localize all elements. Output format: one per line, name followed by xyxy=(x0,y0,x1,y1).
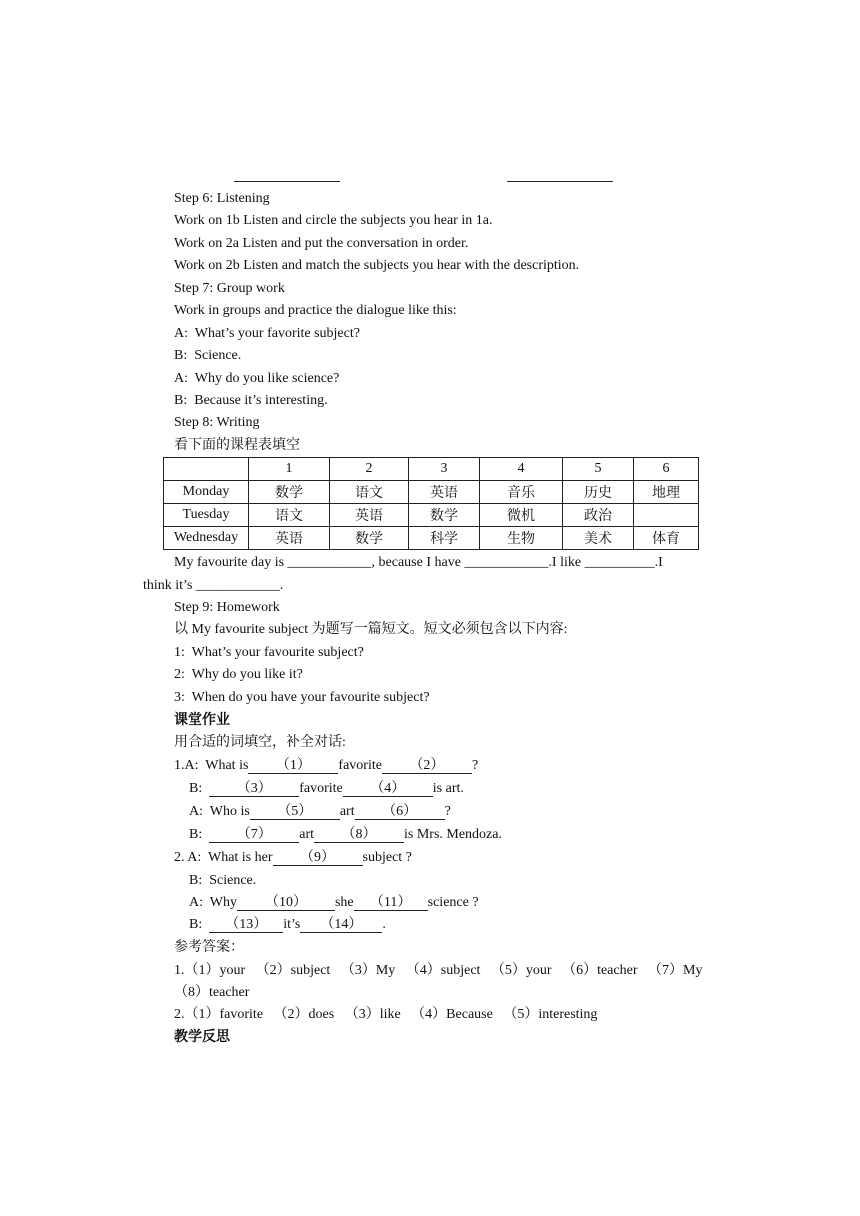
dialogue-line: B: Because it’s interesting. xyxy=(174,393,328,408)
table-header-cell: 2 xyxy=(330,458,409,481)
blank-9: （9） xyxy=(273,850,363,866)
exercise-text: 2. A: What is her xyxy=(174,850,273,865)
step6-title: Step 6: Listening xyxy=(174,191,270,206)
fill-sentence-line: My favourite day is ____________, because I have ____________.I like __________.I xyxy=(174,555,663,570)
exercise-text: A: Who is xyxy=(189,804,250,819)
answers-title: 参考答案： xyxy=(174,940,244,955)
answer-blank-line xyxy=(234,181,340,182)
table-cell: 历史 xyxy=(563,481,634,504)
exercise-text: B: xyxy=(189,917,210,932)
table-cell: 语文 xyxy=(330,481,409,504)
step9-question: 1: What’s your favourite subject? xyxy=(174,645,364,660)
table-cell: 科学 xyxy=(409,527,480,550)
blank-3: （3） xyxy=(209,781,299,797)
table-header-cell: 5 xyxy=(563,458,634,481)
table-header-row xyxy=(164,458,699,481)
table-header-cell: 4 xyxy=(480,458,563,481)
reflection-title: 教学反思 xyxy=(174,1029,230,1045)
exercise-text: ? xyxy=(444,804,451,819)
day-cell: Tuesday xyxy=(164,504,249,527)
exercise-text: B: xyxy=(189,827,210,842)
table-cell: 政治 xyxy=(563,504,634,527)
schedule-table xyxy=(163,457,699,550)
table-cell: 微机 xyxy=(480,504,563,527)
table-header-cell xyxy=(164,458,249,481)
table-row xyxy=(164,527,699,550)
table-cell: 地理 xyxy=(634,481,699,504)
exercise-text: favorite xyxy=(338,758,382,773)
blank-4: （4） xyxy=(343,781,433,797)
exercise-text: B: xyxy=(189,781,210,796)
classwork-instruction: 用合适的词填空，补全对话: xyxy=(174,735,346,750)
step7-intro: Work in groups and practice the dialogue like this: xyxy=(174,303,457,318)
table-cell: 数学 xyxy=(330,527,409,550)
blank-7: （7） xyxy=(209,827,299,843)
exercise-text: . xyxy=(382,917,386,932)
exercise-line xyxy=(174,757,478,775)
blank-8: （8） xyxy=(314,827,404,843)
day-cell: Wednesday xyxy=(164,527,249,550)
table-cell: 生物 xyxy=(480,527,563,550)
step6-line: Work on 2a Listen and put the conversation in order. xyxy=(174,236,469,251)
exercise-text: favorite xyxy=(299,781,343,796)
table-cell: 英语 xyxy=(249,527,330,550)
dialogue-line: A: Why do you like science? xyxy=(174,371,340,386)
blank-6: （6） xyxy=(355,804,445,820)
blank-11: （11） xyxy=(354,895,428,911)
exercise-text: A: Why xyxy=(189,895,237,910)
table-header-cell: 3 xyxy=(409,458,480,481)
exercise-text: is art. xyxy=(432,781,464,796)
step9-question: 3: When do you have your favourite subject? xyxy=(174,690,430,705)
blank-1: （1） xyxy=(248,758,338,774)
table-cell: 音乐 xyxy=(480,481,563,504)
exercise-line xyxy=(189,803,451,821)
table-cell: 数学 xyxy=(249,481,330,504)
table-row xyxy=(164,504,699,527)
exercise-line xyxy=(189,916,386,934)
answers-line: （8）teacher xyxy=(174,985,250,1000)
exercise-text: is Mrs. Mendoza. xyxy=(404,827,502,842)
exercise-line xyxy=(189,894,479,912)
step6-line: Work on 1b Listen and circle the subjects you hear in 1a. xyxy=(174,213,493,228)
exercise-text: it’s xyxy=(283,917,301,932)
answer-blank-line xyxy=(507,181,613,182)
exercise-line: B: Science. xyxy=(189,873,257,888)
table-cell: 语文 xyxy=(249,504,330,527)
step9-intro: 以 My favourite subject 为题写一篇短文。短文必须包含以下内容: xyxy=(174,622,568,637)
exercise-text: 1.A: What is xyxy=(174,758,249,773)
exercise-text: ? xyxy=(471,758,479,773)
exercise-line xyxy=(174,849,412,867)
answers-line: 2.（1）favorite （2）does （3）like （4）Because （5）interesting xyxy=(174,1007,598,1022)
blank-13: （13） xyxy=(209,917,283,933)
step8-title: Step 8: Writing xyxy=(174,415,260,430)
step9-title: Step 9: Homework xyxy=(174,600,280,615)
step6-line: Work on 2b Listen and match the subjects you hear with the description. xyxy=(174,258,580,273)
exercise-text: science ? xyxy=(427,895,479,910)
fill-sentence-line: think it’s ____________. xyxy=(143,578,284,593)
dialogue-line: B: Science. xyxy=(174,348,242,363)
table-row xyxy=(164,481,699,504)
dialogue-line: A: What’s your favorite subject? xyxy=(174,326,360,341)
exercise-text: art xyxy=(299,827,314,842)
table-cell: 数学 xyxy=(409,504,480,527)
exercise-text: subject ? xyxy=(362,850,412,865)
exercise-text: art xyxy=(339,804,355,819)
blank-14: （14） xyxy=(300,917,382,933)
answers-line: 1.（1）your （2）subject （3）My （4）subject （5）your （6）teacher （7）My xyxy=(174,963,703,978)
blank-2: （2） xyxy=(382,758,472,774)
blank-5: （5） xyxy=(250,804,340,820)
step7-title: Step 7: Group work xyxy=(174,281,285,296)
step9-question: 2: Why do you like it? xyxy=(174,667,303,682)
table-header-cell: 6 xyxy=(634,458,699,481)
exercise-line xyxy=(189,826,502,844)
classwork-title: 课堂作业 xyxy=(174,712,230,728)
table-cell: 英语 xyxy=(330,504,409,527)
step8-intro: 看下面的课程表填空 xyxy=(174,438,300,453)
table-cell: 英语 xyxy=(409,481,480,504)
table-cell xyxy=(634,504,699,527)
day-cell: Monday xyxy=(164,481,249,504)
table-cell: 体育 xyxy=(634,527,699,550)
table-cell: 美术 xyxy=(563,527,634,550)
exercise-text: she xyxy=(334,895,354,910)
blank-10: （10） xyxy=(237,895,335,911)
exercise-line xyxy=(189,780,464,798)
table-header-cell: 1 xyxy=(249,458,330,481)
